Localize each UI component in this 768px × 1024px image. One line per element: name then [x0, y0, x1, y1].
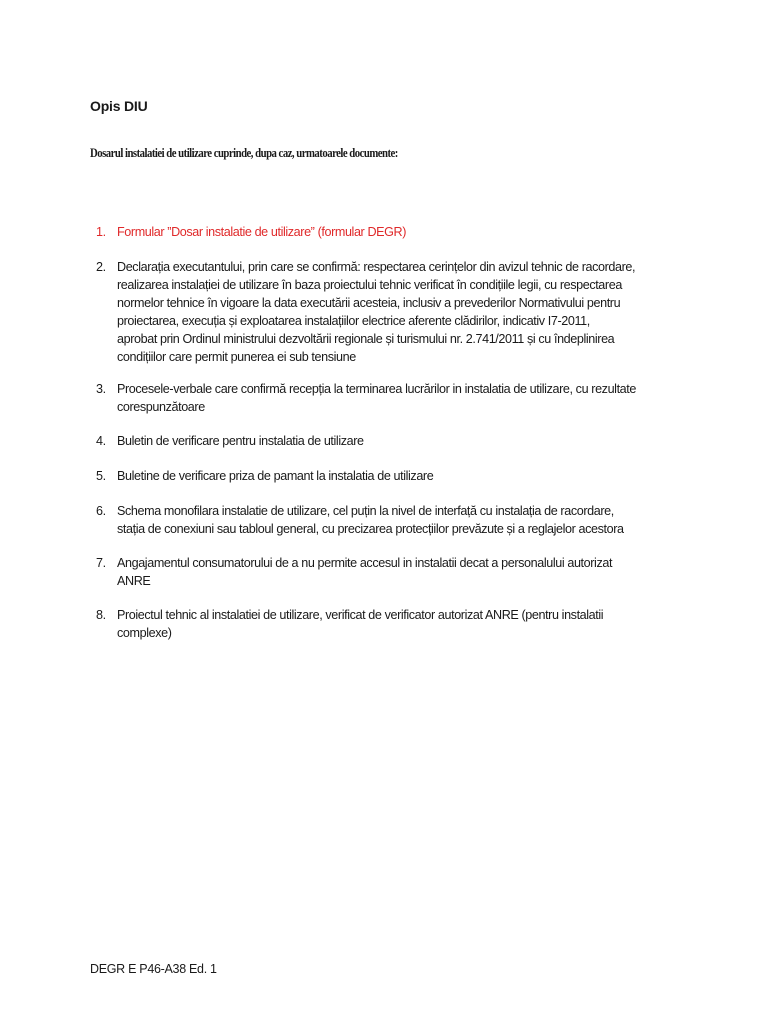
- list-item-angajamentul-consumatorului: [96, 554, 696, 590]
- list-item-line: proiectarea, execuția și exploatarea instalațiilor electrice aferente clădirilor, indicativ I7-2011,: [117, 314, 590, 328]
- list-item-line: condițiilor care permit punerea ei sub tensiune: [117, 350, 356, 364]
- list-item-number: 7.: [96, 556, 106, 570]
- list-item-number: 1.: [96, 225, 106, 239]
- list-item-number: 3.: [96, 382, 106, 396]
- list-item-schema-monofilara: [96, 502, 696, 538]
- list-item-line: stația de conexiuni sau tabloul general, cu precizarea protecțiilor prevăzute și a reglajelor acestora: [117, 522, 624, 536]
- list-item-line: normelor tehnice în vigoare la data executării acesteia, inclusiv a prevederilor Normativului pentru: [117, 296, 621, 310]
- list-item-number: 4.: [96, 434, 106, 448]
- list-item-formular-dosar: [96, 223, 696, 241]
- list-item-number: 8.: [96, 608, 106, 622]
- list-item-buletine-priza-pamant: [96, 467, 696, 485]
- list-item-line: Proiectul tehnic al instalatiei de utilizare, verificat de verificator autorizat ANRE (pentru instalatii: [117, 608, 604, 622]
- list-item-line: corespunzătoare: [117, 400, 205, 414]
- list-item-line: Schema monofilara instalatie de utilizare, cel puțin la nivel de interfață cu instalația de racordare,: [117, 504, 614, 518]
- list-item-line: Buletin de verificare pentru instalatia de utilizare: [117, 434, 364, 448]
- list-item-line: realizarea instalației de utilizare în baza proiectului tehnic verificat în condițiile legii, cu respectarea: [117, 278, 622, 292]
- document-title: Opis DIU: [90, 98, 148, 114]
- document-footer: DEGR E P46-A38 Ed. 1: [90, 962, 217, 976]
- list-item-line: Formular ”Dosar instalatie de utilizare” (formular DEGR): [117, 225, 407, 239]
- list-item-buletin-verificare: [96, 432, 696, 450]
- list-item-line: Declarația executantului, prin care se confirmă: respectarea cerințelor din avizul tehnic de racordare,: [117, 260, 636, 274]
- list-item-line: Procesele-verbale care confirmă recepția la terminarea lucrărilor in instalatia de utilizare, cu rezultate: [117, 382, 636, 396]
- list-item-line: complexe): [117, 626, 172, 640]
- list-item-line: Buletine de verificare priza de pamant la instalatia de utilizare: [117, 469, 434, 483]
- document-subtitle: Dosarul instalatiei de utilizare cuprinde, dupa caz, urmatoarele documente:: [90, 146, 398, 160]
- list-item-declaratia-executantului: [96, 258, 696, 366]
- list-item-line: ANRE: [117, 574, 151, 588]
- list-item-proiectul-tehnic: [96, 606, 696, 642]
- list-item-line: aprobat prin Ordinul ministrului dezvoltării regionale și turismului nr. 2.741/2011 și cu îndeplinirea: [117, 332, 615, 346]
- list-item-procese-verbale: [96, 380, 696, 416]
- list-item-number: 2.: [96, 260, 106, 274]
- list-item-number: 5.: [96, 469, 106, 483]
- list-item-line: Angajamentul consumatorului de a nu permite accesul in instalatii decat a personalului autorizat: [117, 556, 613, 570]
- list-item-number: 6.: [96, 504, 106, 518]
